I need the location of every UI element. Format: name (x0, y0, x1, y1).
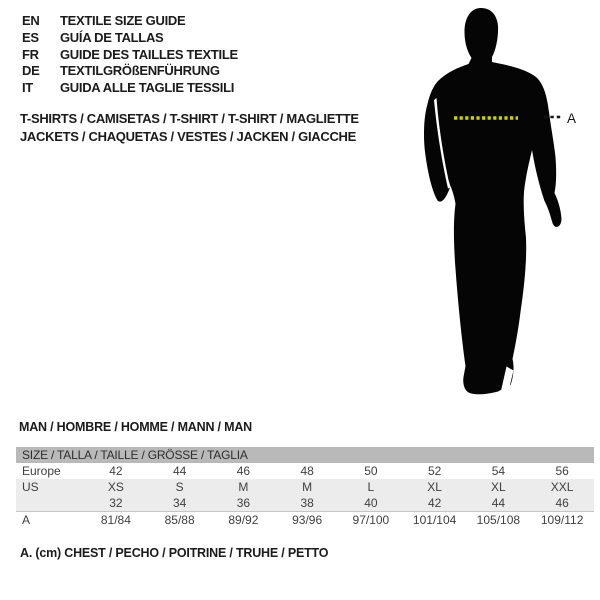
garment-line-tshirts: T-SHIRTS / CAMISETAS / T-SHIRT / T-SHIRT / MAGLIETTE (20, 111, 359, 126)
size-table (16, 447, 594, 527)
language-title-list (22, 13, 238, 97)
measure-label-a: A (567, 111, 577, 126)
lang-title: TEXTILE SIZE GUIDE (60, 13, 186, 28)
size-value: 101/104 (412, 513, 457, 527)
size-value: 54 (491, 464, 506, 478)
man-silhouette-svg (405, 0, 600, 400)
measurement-footnote: A. (cm) CHEST / PECHO / POITRINE / TRUHE / PETTO (20, 546, 329, 560)
size-value: 38 (300, 496, 314, 510)
size-value: 46 (236, 464, 251, 478)
lang-code: ES (22, 29, 39, 45)
garment-types (20, 110, 359, 145)
size-value: 85/88 (164, 513, 195, 527)
lang-row-de (22, 63, 238, 80)
size-value: XL (491, 480, 506, 494)
size-value: XS (107, 480, 124, 494)
size-value: 44 (172, 464, 187, 478)
man-silhouette (424, 8, 562, 394)
lang-title: GUÍA DE TALLAS (60, 29, 164, 45)
garment-line-jackets: JACKETS / CHAQUETAS / VESTES / JACKEN / GIACCHE (20, 128, 356, 144)
lang-row-fr (22, 47, 238, 64)
size-value: 44 (491, 496, 506, 510)
size-value: L (367, 480, 375, 494)
size-value: 32 (109, 496, 123, 510)
table-row (16, 495, 594, 511)
size-value: 34 (172, 496, 187, 510)
size-value: 48 (300, 464, 314, 478)
size-value: 42 (109, 464, 123, 478)
row-label: Europe (22, 464, 61, 478)
lang-code: FR (22, 46, 39, 62)
lang-code: IT (22, 80, 33, 96)
size-table-body (16, 463, 594, 527)
lang-row-it (22, 80, 238, 97)
size-value: 56 (555, 464, 569, 478)
row-label (16, 495, 84, 511)
size-table-header: SIZE / TALLA / TAILLE / GRÖSSE / TAGLIA (16, 447, 594, 463)
lang-row-es (22, 30, 238, 47)
man-silhouette-figure (405, 0, 600, 400)
size-value: S (175, 480, 184, 494)
size-value: 50 (364, 464, 378, 478)
size-value: 97/100 (352, 513, 390, 527)
size-value: 36 (236, 496, 251, 510)
size-value: 81/84 (100, 513, 131, 527)
size-value: M (238, 480, 249, 494)
size-value: 52 (427, 464, 442, 478)
lang-title: GUIDA ALLE TAGLIE TESSILI (60, 80, 235, 96)
lang-title: GUIDE DES TAILLES TEXTILE (60, 46, 238, 62)
lang-code: EN (22, 13, 40, 28)
size-value: 93/96 (292, 513, 323, 527)
size-value: XXL (550, 480, 574, 494)
size-value: 40 (364, 496, 378, 510)
size-value: 109/112 (540, 513, 584, 527)
lang-code: DE (22, 63, 40, 79)
table-row (16, 463, 594, 479)
row-label: US (22, 480, 39, 494)
table-row (16, 479, 594, 495)
size-value: 89/92 (228, 513, 259, 527)
size-value: 105/108 (476, 513, 521, 527)
size-value: 46 (555, 496, 569, 510)
size-value: 42 (427, 496, 442, 510)
size-value: M (302, 480, 313, 494)
table-row (16, 511, 594, 527)
lang-row-en (22, 13, 238, 30)
figure-caption: MAN / HOMBRE / HOMME / MANN / MAN (19, 420, 252, 434)
row-label: A (22, 513, 31, 527)
lang-title: TEXTILGRÖßENFÜHRUNG (60, 63, 220, 79)
size-value: XL (427, 480, 442, 494)
